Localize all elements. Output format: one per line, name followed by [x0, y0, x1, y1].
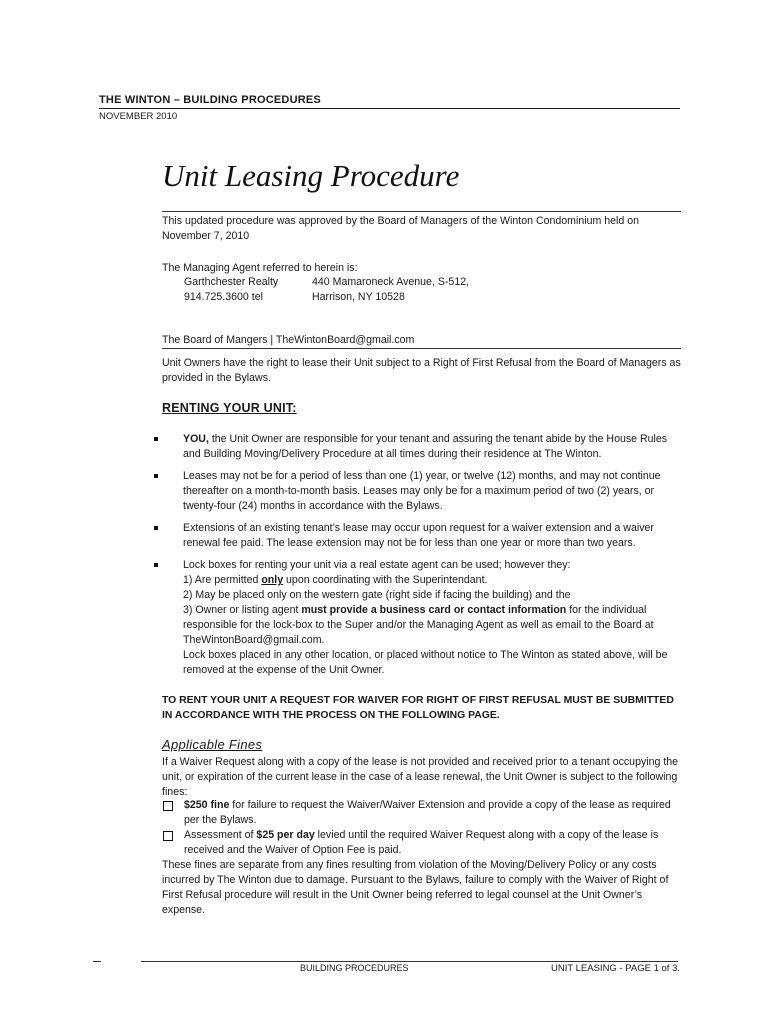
bullet-emphasis: YOU,	[183, 433, 209, 445]
list-item	[162, 798, 682, 828]
checkbox-icon	[163, 831, 173, 841]
fine-description: levied until the required Waiver Request along with a copy of the lease is received and the Waiver of Option Fee is paid.	[184, 829, 659, 856]
list-item: Assessment of $25 per day levied until the required Waiver Request along with a copy of the lease is received and the Waiver of Option Fee is paid.	[162, 828, 682, 858]
managing-agent-heading: The Managing Agent referred to herein is:	[162, 262, 358, 274]
renting-rules-list	[152, 432, 682, 685]
right-of-first-refusal-text: Unit Owners have the right to lease their Unit subject to a Right of First Refusal from the Board of Managers as provided in the Bylaws.	[162, 357, 681, 384]
page-title: Unit Leasing Procedure	[162, 158, 460, 193]
lockbox-removal-note: Lock boxes placed in any other location, or placed without notice to The Winton as stated above, will be removed at the expense of the Unit Owner.	[183, 649, 668, 676]
list-item	[152, 469, 682, 514]
agent-address-line1: 440 Mamaroneck Avenue, S-512,	[312, 276, 470, 288]
fine-description: for failure to request the Waiver/Waiver Extension and provide a copy of the lease as required per the Bylaws.	[184, 799, 671, 826]
header-divider	[99, 108, 680, 109]
bullet-text: the Unit Owner are responsible for your tenant and assuring the tenant abide by the House Rules and Building Moving/Delivery Procedure at all times during their residence at The Winton.	[183, 433, 668, 460]
checkbox-icon	[163, 801, 173, 811]
fines-list	[162, 798, 682, 858]
document-date: NOVEMBER 2010	[99, 111, 178, 122]
fines-intro: If a Waiver Request along with a copy of the lease is not provided and received prior to a tenant occupying the unit, or expiration of the current lease in the case of a lease renewal, the Unit Owner is subject to the following fines:	[162, 756, 679, 798]
bullet-icon	[154, 437, 158, 441]
lockbox-intro: Lock boxes for renting your unit via a real estate agent can be used; however they:	[183, 559, 571, 571]
lockbox-rule-1: 1) Are permitted only upon coordinating with the Superintendant.	[183, 574, 488, 586]
bullet-text: Leases may not be for a period of less than one (1) year, or twelve (12) months, and may not continue thereafter on a month-to-month basis. Leases may only be for a maximum period of two (2) years, or twenty-four (24) months in accordance with the Bylaws.	[183, 470, 661, 512]
document-header-title: THE WINTON – BUILDING PROCEDURES	[99, 94, 321, 106]
list-item	[152, 558, 682, 678]
footer-page-number: UNIT LEASING - PAGE 1 of 3.	[551, 963, 680, 974]
fines-closing-text: These fines are separate from any fines resulting from violation of the Moving/Delivery Policy or any costs incurred by The Winton due to damage. Pursuant to the Bylaws, failure to comply with the Waiver of Right of First Refusal procedure will result in the Unit Owner being referred to legal counsel at the Unit Owner’s expense.	[162, 859, 669, 916]
title-divider	[162, 211, 681, 212]
agent-name: Garthchester Realty	[184, 276, 279, 288]
fine-amount: $25 per day	[256, 829, 315, 841]
footer-mark	[93, 961, 101, 962]
board-contact-line: The Board of Mangers | TheWintonBoard@gmail.com	[162, 334, 415, 346]
footer-section-label: BUILDING PROCEDURES	[300, 963, 409, 973]
managing-agent-details	[184, 275, 469, 305]
lockbox-rule-2: 2) May be placed only on the western gate (right side if facing the building) and the	[183, 589, 571, 601]
agent-phone: 914.725.3600 tel	[184, 291, 263, 303]
renting-section-heading: RENTING YOUR UNIT:	[162, 401, 297, 415]
footer-divider	[141, 961, 678, 962]
bullet-icon	[154, 526, 158, 530]
approval-statement: This updated procedure was approved by the Board of Managers of the Winton Condominium held on November 7, 2010	[162, 215, 640, 242]
bullet-text: Extensions of an existing tenant’s lease may occur upon request for a waiver extension and a waiver renewal fee paid. The lease extension may not be for less than one year or more than two years.	[183, 522, 654, 549]
list-item	[152, 521, 682, 551]
agent-address-line2: Harrison, NY 10528	[312, 291, 405, 303]
list-item	[152, 432, 682, 462]
board-divider	[162, 348, 681, 349]
fine-amount: $250 fine	[184, 799, 230, 811]
waiver-request-notice: TO RENT YOUR UNIT A REQUEST FOR WAIVER FOR RIGHT OF FIRST REFUSAL MUST BE SUBMITTED IN ACCORDANCE WITH THE PROCESS ON THE FOLLOWING PAGE.	[162, 695, 674, 721]
lockbox-rule-3: 3) Owner or listing agent must provide a business card or contact information for the individual responsible for the lock-box to the Super and/or the Managing Agent as well as email to the Board at TheWintonBoard@gmail.com.	[183, 604, 654, 646]
bullet-icon	[154, 474, 158, 478]
bullet-icon	[154, 563, 158, 567]
fines-section-heading: Applicable Fines	[162, 737, 263, 752]
